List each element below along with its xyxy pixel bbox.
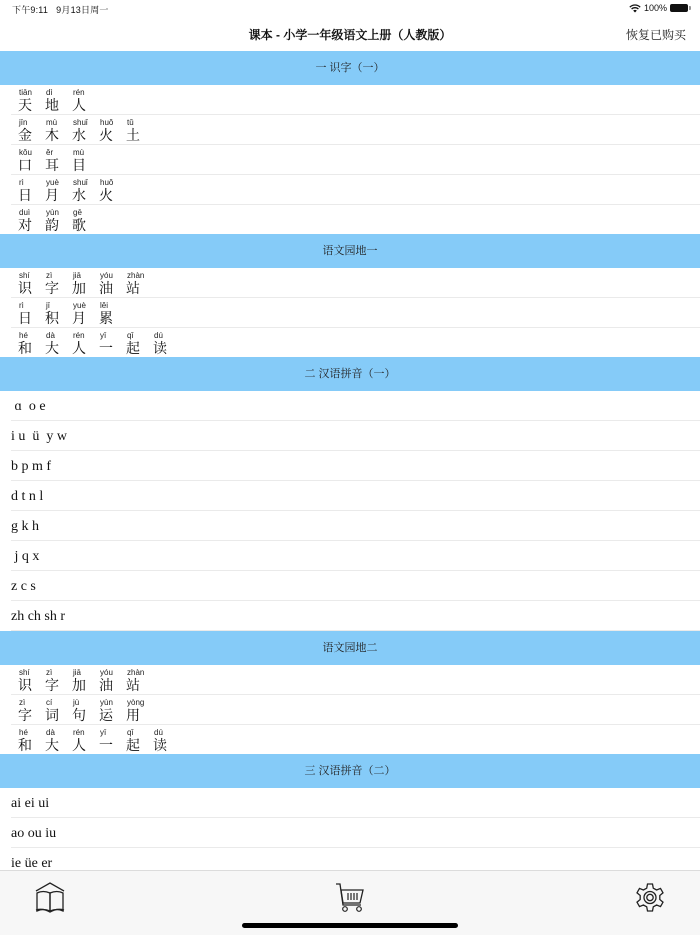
lesson-row[interactable] <box>11 818 700 848</box>
char-cell <box>45 145 72 174</box>
char-cell <box>99 695 126 724</box>
char-cell <box>99 298 126 327</box>
hanzi-char: 字 <box>45 281 59 297</box>
pinyin-label: gē <box>73 208 82 217</box>
lesson-list[interactable] <box>0 51 700 870</box>
char-cell <box>72 725 99 754</box>
pinyin-label: rén <box>73 88 85 97</box>
hanzi-char: 金 <box>18 128 32 144</box>
pinyin-label: dì <box>46 88 53 97</box>
section-header: 三 汉语拼音（二） <box>0 754 700 788</box>
hanzi-char: 识 <box>18 281 32 297</box>
char-cell <box>18 145 45 174</box>
pinyin-label: zhàn <box>127 668 145 677</box>
char-cell <box>126 665 153 694</box>
lesson-row[interactable] <box>11 328 700 357</box>
hanzi-char: 加 <box>72 281 86 297</box>
char-cell <box>99 115 126 144</box>
section-rows <box>0 268 700 357</box>
hanzi-char: 加 <box>72 678 86 694</box>
char-cell <box>99 725 126 754</box>
pinyin-lesson-text: i u ü y w <box>11 429 67 444</box>
pinyin-label: zhàn <box>127 271 145 280</box>
pinyin-label: dú <box>154 331 163 340</box>
restore-purchases-button[interactable]: 恢复已购买 <box>625 28 686 42</box>
hanzi-char: 歌 <box>72 218 86 234</box>
hanzi-char: 一 <box>99 341 113 357</box>
pinyin-lesson-text: b p m f <box>11 459 52 474</box>
hanzi-char: 词 <box>45 708 59 724</box>
char-cell <box>126 725 153 754</box>
char-cell <box>126 268 153 297</box>
pinyin-label: dú <box>154 728 163 737</box>
lesson-row[interactable] <box>11 665 700 695</box>
char-cell <box>99 175 126 204</box>
pinyin-lesson-text: d t n l <box>11 489 44 504</box>
char-cell <box>18 665 45 694</box>
hanzi-char: 字 <box>45 678 59 694</box>
char-cell <box>45 298 72 327</box>
tab-textbook[interactable] <box>33 881 67 915</box>
lesson-row[interactable] <box>11 391 700 421</box>
char-cell <box>45 268 72 297</box>
hanzi-char: 人 <box>72 341 86 357</box>
nav-bar <box>0 18 700 50</box>
cart-icon <box>333 881 367 915</box>
char-cell <box>18 268 45 297</box>
hanzi-char: 起 <box>126 341 140 357</box>
char-cell <box>72 268 99 297</box>
pinyin-label: jī <box>46 301 50 310</box>
pinyin-label: huǒ <box>100 178 114 187</box>
hanzi-char: 字 <box>18 708 32 724</box>
pinyin-label: mù <box>46 118 58 127</box>
char-cell <box>18 695 45 724</box>
hanzi-char: 油 <box>99 678 113 694</box>
pinyin-label: yóu <box>100 668 113 677</box>
hanzi-char: 水 <box>72 128 86 144</box>
hanzi-char: 和 <box>18 341 32 357</box>
hanzi-char: 韵 <box>45 218 59 234</box>
pinyin-label: qǐ <box>127 331 134 340</box>
char-cell <box>45 328 72 357</box>
lesson-row[interactable] <box>11 298 700 328</box>
char-cell <box>126 695 153 724</box>
pinyin-label: shuǐ <box>73 118 88 127</box>
char-cell <box>153 328 180 357</box>
lesson-row[interactable] <box>11 115 700 145</box>
lesson-row[interactable] <box>11 541 700 571</box>
char-cell <box>18 298 45 327</box>
hanzi-char: 火 <box>99 128 113 144</box>
char-cell <box>45 175 72 204</box>
pinyin-lesson-text: g k h <box>11 519 39 534</box>
battery-icon <box>670 4 688 12</box>
lesson-row[interactable] <box>11 85 700 115</box>
hanzi-char: 一 <box>99 738 113 754</box>
hanzi-char: 站 <box>126 678 140 694</box>
pinyin-label: jiā <box>73 668 82 677</box>
char-cell <box>72 298 99 327</box>
pinyin-label: zì <box>46 271 53 280</box>
hanzi-char: 人 <box>72 98 86 114</box>
pinyin-lesson-text: ie üe er <box>11 856 53 870</box>
tab-store[interactable] <box>333 881 367 915</box>
char-cell <box>72 695 99 724</box>
pinyin-label: dà <box>46 728 55 737</box>
lesson-row[interactable] <box>11 725 700 754</box>
hanzi-char: 日 <box>18 311 32 327</box>
status-bar <box>0 0 700 18</box>
hanzi-char: 地 <box>45 98 59 114</box>
pinyin-label: yòng <box>127 698 145 707</box>
book-icon <box>33 881 67 915</box>
home-indicator <box>242 923 458 928</box>
pinyin-lesson-text: ao ou iu <box>11 826 57 841</box>
char-cell <box>18 328 45 357</box>
hanzi-char: 木 <box>45 128 59 144</box>
pinyin-label: kǒu <box>19 148 32 157</box>
section-rows <box>0 788 700 870</box>
hanzi-char: 累 <box>99 311 113 327</box>
char-cell <box>126 115 153 144</box>
char-cell <box>72 115 99 144</box>
status-indicators <box>629 3 688 13</box>
char-cell <box>18 85 45 114</box>
char-cell <box>45 115 72 144</box>
hanzi-char: 水 <box>72 188 86 204</box>
pinyin-label: hé <box>19 728 28 737</box>
hanzi-char: 火 <box>99 188 113 204</box>
pinyin-label: hé <box>19 331 28 340</box>
hanzi-char: 天 <box>18 98 32 114</box>
char-cell <box>18 175 45 204</box>
lesson-row[interactable] <box>11 421 700 451</box>
hanzi-char: 目 <box>72 158 86 174</box>
pinyin-lesson-text: zh ch sh r <box>11 609 66 624</box>
pinyin-label: shí <box>19 668 30 677</box>
pinyin-label: yùn <box>100 698 113 707</box>
section-header: 语文园地二 <box>0 631 700 665</box>
section-header: 二 汉语拼音（一） <box>0 357 700 391</box>
section-rows <box>0 85 700 234</box>
hanzi-char: 月 <box>72 311 86 327</box>
pinyin-label: tiān <box>19 88 32 97</box>
pinyin-label: zì <box>46 668 53 677</box>
char-cell <box>99 328 126 357</box>
char-cell <box>72 85 99 114</box>
char-cell <box>72 328 99 357</box>
pinyin-label: yuè <box>73 301 86 310</box>
section-rows <box>0 391 700 631</box>
lesson-row[interactable] <box>11 268 700 298</box>
hanzi-char: 识 <box>18 678 32 694</box>
pinyin-label: rén <box>73 331 85 340</box>
hanzi-char: 大 <box>45 738 59 754</box>
char-cell <box>72 175 99 204</box>
hanzi-char: 耳 <box>45 158 59 174</box>
char-cell <box>45 695 72 724</box>
status-date: 9月13日周一 <box>56 5 109 15</box>
char-cell <box>72 665 99 694</box>
lesson-row[interactable] <box>11 788 700 818</box>
pinyin-label: lěi <box>100 301 109 310</box>
char-cell <box>99 268 126 297</box>
pinyin-label: huǒ <box>100 118 114 127</box>
lesson-row[interactable] <box>11 145 700 175</box>
hanzi-char: 读 <box>153 738 167 754</box>
pinyin-label: yuè <box>46 178 59 187</box>
pinyin-label: shuǐ <box>73 178 88 187</box>
hanzi-char: 人 <box>72 738 86 754</box>
pinyin-label: jù <box>73 698 80 707</box>
pinyin-label: qǐ <box>127 728 134 737</box>
pinyin-label: tǔ <box>127 118 134 127</box>
char-cell <box>18 725 45 754</box>
hanzi-char: 对 <box>18 218 32 234</box>
section-rows <box>0 665 700 754</box>
char-cell <box>45 665 72 694</box>
pinyin-lesson-text: ai ei ui <box>11 796 50 811</box>
char-cell <box>18 205 45 234</box>
pinyin-label: rì <box>19 178 24 187</box>
char-cell <box>72 145 99 174</box>
section-header: 一 识字（一） <box>0 51 700 85</box>
hanzi-char: 站 <box>126 281 140 297</box>
lesson-row[interactable] <box>11 205 700 234</box>
hanzi-char: 口 <box>18 158 32 174</box>
lesson-row[interactable] <box>11 511 700 541</box>
lesson-row[interactable] <box>11 848 700 870</box>
pinyin-label: mù <box>73 148 85 157</box>
hanzi-char: 油 <box>99 281 113 297</box>
char-cell <box>45 85 72 114</box>
lesson-row[interactable] <box>11 601 700 631</box>
pinyin-label: yóu <box>100 271 113 280</box>
char-cell <box>153 725 180 754</box>
char-cell <box>99 665 126 694</box>
hanzi-char: 起 <box>126 738 140 754</box>
pinyin-label: rén <box>73 728 85 737</box>
pinyin-label: ěr <box>46 148 54 157</box>
pinyin-label: rì <box>19 301 24 310</box>
hanzi-char: 运 <box>99 708 113 724</box>
hanzi-char: 土 <box>126 128 140 144</box>
lesson-row[interactable] <box>11 481 700 511</box>
char-cell <box>72 205 99 234</box>
hanzi-char: 和 <box>18 738 32 754</box>
char-cell <box>126 328 153 357</box>
pinyin-lesson-text: j q x <box>11 549 40 564</box>
section-header: 语文园地一 <box>0 234 700 268</box>
battery-percent: 100% <box>643 3 667 13</box>
hanzi-char: 月 <box>45 188 59 204</box>
pinyin-lesson-text: z c s <box>11 579 36 594</box>
char-cell <box>45 725 72 754</box>
lesson-row[interactable] <box>11 571 700 601</box>
wifi-icon <box>629 4 641 13</box>
pinyin-label: shí <box>19 271 30 280</box>
pinyin-label: jiā <box>73 271 82 280</box>
tab-settings[interactable] <box>633 881 667 915</box>
pinyin-lesson-text: ɑ o e <box>11 399 46 414</box>
pinyin-label: dà <box>46 331 55 340</box>
hanzi-char: 大 <box>45 341 59 357</box>
lesson-row[interactable] <box>11 175 700 205</box>
pinyin-label: jīn <box>19 118 28 127</box>
hanzi-char: 积 <box>45 311 59 327</box>
pinyin-label: yī <box>100 331 107 340</box>
page-title: 课本 - 小学一年级语文上册（人教版） <box>248 28 452 42</box>
lesson-row[interactable] <box>11 695 700 725</box>
hanzi-char: 用 <box>126 708 140 724</box>
gear-icon <box>633 881 667 915</box>
hanzi-char: 句 <box>72 708 86 724</box>
hanzi-char: 读 <box>153 341 167 357</box>
hanzi-char: 日 <box>18 188 32 204</box>
char-cell <box>18 115 45 144</box>
pinyin-label: yùn <box>46 208 59 217</box>
pinyin-label: yī <box>100 728 107 737</box>
char-cell <box>45 205 72 234</box>
pinyin-label: cí <box>46 698 53 707</box>
pinyin-label: duì <box>19 208 31 217</box>
status-time: 下午9:11 <box>12 5 49 15</box>
lesson-row[interactable] <box>11 451 700 481</box>
pinyin-label: zì <box>19 698 26 707</box>
status-time-date <box>12 3 109 16</box>
